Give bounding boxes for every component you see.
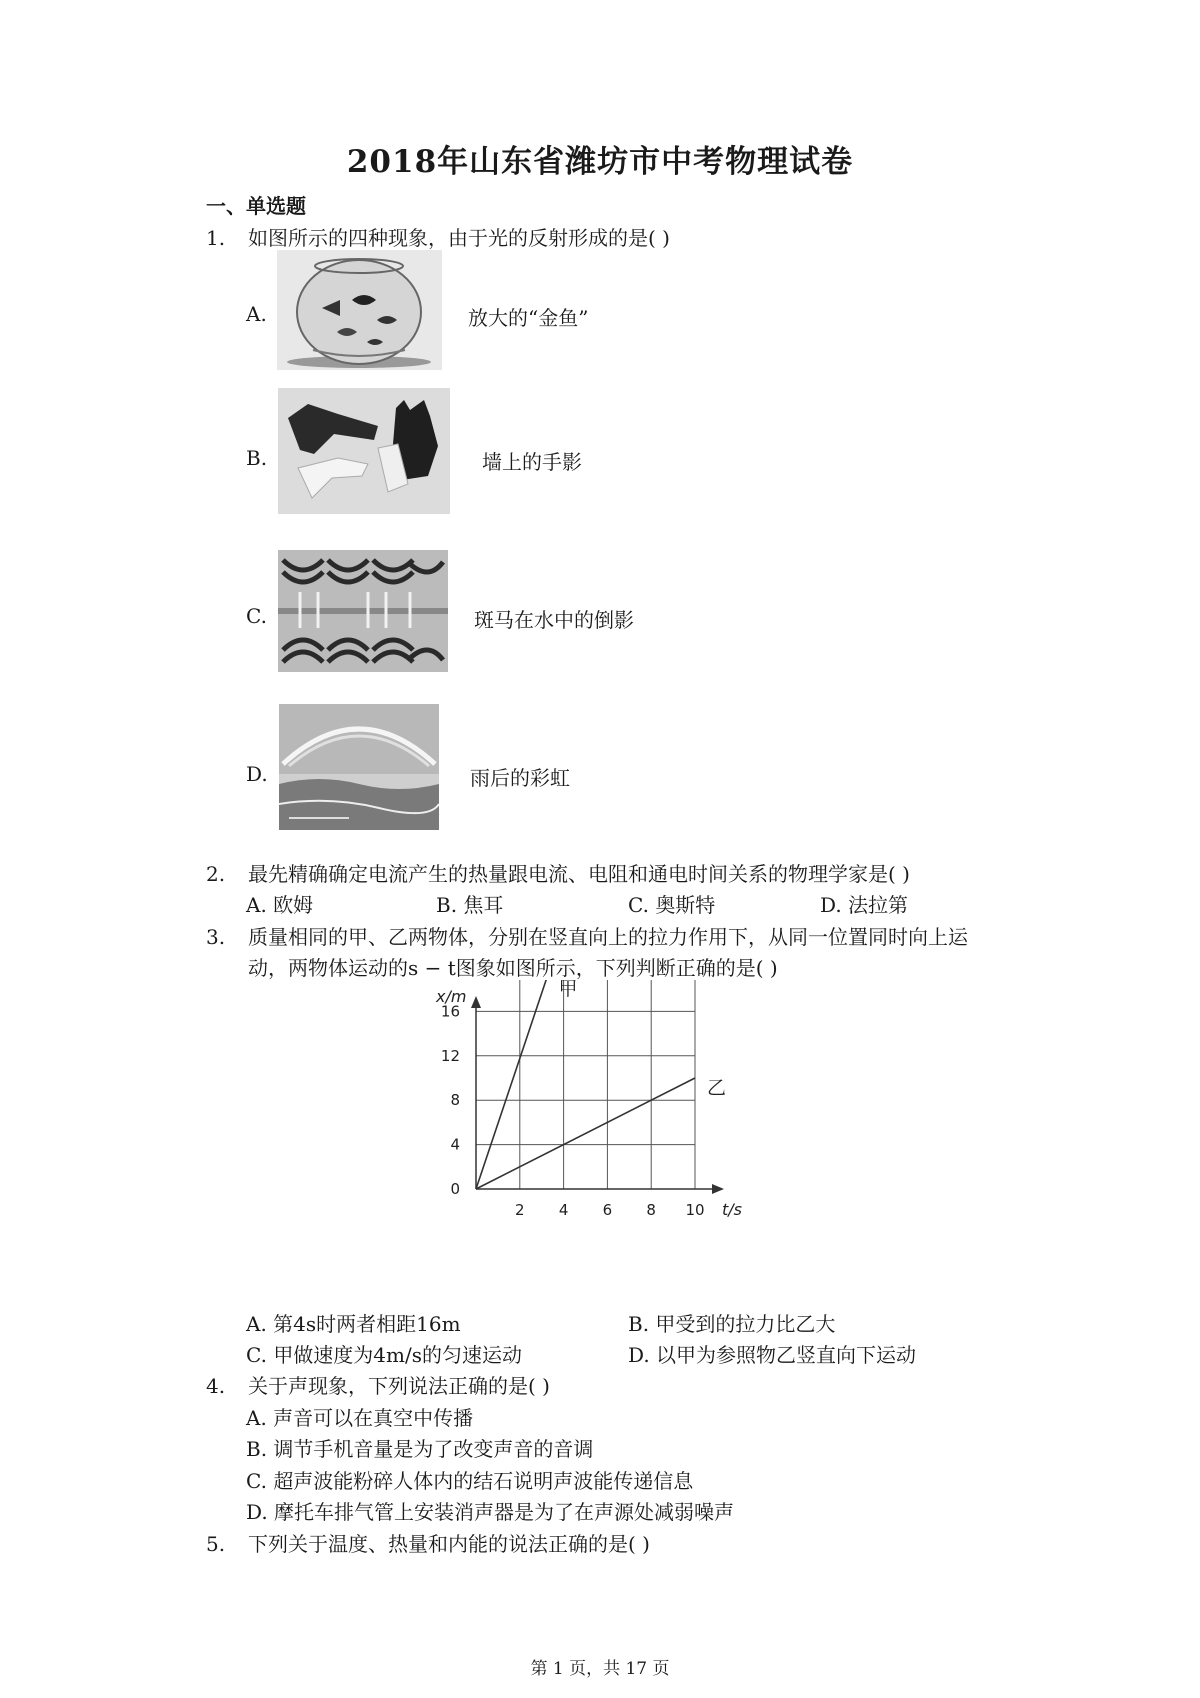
option-text: 以甲为参照物乙竖直向下运动: [656, 1343, 917, 1367]
question-number: 2.: [206, 862, 226, 886]
option-text: 法拉第: [848, 893, 909, 917]
question-text: 下列关于温度、热量和内能的说法正确的是( ): [248, 1532, 650, 1556]
y-tick-label: 16: [440, 1002, 460, 1021]
option-text: 声音可以在真空中传播: [273, 1406, 474, 1430]
x-tick-label: 4: [558, 1201, 569, 1219]
chart-svg: [430, 980, 770, 1290]
s-t-chart: [430, 980, 770, 1290]
option-a[interactable]: [246, 889, 313, 918]
option-text: 欧姆: [273, 893, 314, 917]
page-title: 2018年山东省潍坊市中考物理试卷: [346, 144, 854, 180]
option-b[interactable]: [246, 1433, 593, 1462]
question-text: 最先精确确定电流产生的热量跟电流、电阻和通电时间关系的物理学家是( ): [248, 862, 910, 886]
question-number: 3.: [206, 925, 226, 949]
question-number: 4.: [206, 1374, 226, 1398]
option-caption: 墙上的手影: [482, 450, 582, 474]
option-d[interactable]: [628, 1339, 916, 1368]
y-tick-label: 0: [450, 1180, 460, 1198]
option-text: 甲做速度为4m/s的匀速运动: [273, 1343, 523, 1367]
option-d[interactable]: [820, 889, 908, 918]
question-number: 5.: [206, 1532, 226, 1556]
option-letter: D.: [628, 1343, 650, 1367]
option-text: 第4s时两者相距16m: [273, 1312, 461, 1336]
y-axis-label: x/m: [436, 987, 467, 1006]
option-letter: C.: [628, 893, 649, 917]
option-letter: B.: [246, 446, 268, 470]
page-footer: 第 1 页，共 17 页: [530, 1659, 670, 1679]
option-letter: B.: [436, 893, 458, 917]
y-axis-arrow: [471, 996, 481, 1008]
y-tick-label: 4: [450, 1135, 460, 1154]
question-number: 1.: [206, 226, 226, 250]
x-tick-label: 6: [602, 1201, 613, 1219]
section-heading: 一、单选题: [206, 194, 306, 218]
question-text-line2: 动，两物体运动的s − t图象如图所示，下列判断正确的是( ): [248, 956, 778, 980]
question-text: 如图所示的四种现象，由于光的反射形成的是( ): [248, 226, 670, 250]
x-axis-label: t/s: [722, 1200, 742, 1219]
option-b[interactable]: [436, 889, 503, 918]
option-d[interactable]: [246, 1496, 734, 1525]
question-text-line1: 质量相同的甲、乙两物体，分别在竖直向上的拉力作用下，从同一位置同时向上运: [248, 925, 968, 949]
option-c[interactable]: [246, 1339, 522, 1368]
series-line-yi: [476, 1078, 695, 1189]
option-c[interactable]: [246, 1465, 693, 1494]
series-label: 乙: [707, 1077, 727, 1099]
option-letter: B.: [628, 1312, 650, 1336]
option-letter: B.: [246, 1437, 268, 1461]
option-letter: D.: [820, 893, 842, 917]
option-text: 超声波能粉碎人体内的结石说明声波能传递信息: [273, 1469, 694, 1493]
option-letter: A.: [246, 302, 267, 326]
option-letter: C.: [246, 604, 267, 628]
option-text: 焦耳: [463, 893, 504, 917]
x-axis-arrow: [712, 1184, 724, 1194]
zebra-reflection-image: [278, 550, 448, 672]
option-letter: A.: [246, 893, 267, 917]
option-letter: C.: [246, 1343, 267, 1367]
option-c[interactable]: [628, 889, 715, 918]
hand-shadow-image: [278, 388, 450, 514]
series-label: 甲: [558, 980, 578, 1000]
option-a[interactable]: [246, 1308, 461, 1337]
option-a[interactable]: [246, 1402, 473, 1431]
option-text: 摩托车排气管上安装消声器是为了在声源处减弱噪声: [274, 1500, 735, 1524]
option-letter: D.: [246, 1500, 268, 1524]
option-letter: A.: [246, 1406, 267, 1430]
y-tick-label: 8: [450, 1091, 460, 1110]
option-caption: 雨后的彩虹: [470, 766, 570, 790]
option-letter: D.: [246, 762, 268, 786]
x-tick-label: 10: [685, 1201, 705, 1219]
option-text: 调节手机音量是为了改变声音的音调: [273, 1437, 594, 1461]
option-letter: A.: [246, 1312, 267, 1336]
option-text: 奥斯特: [655, 893, 716, 917]
rainbow-image: [279, 704, 439, 830]
x-tick-label: 8: [646, 1201, 656, 1219]
x-tick-label: 2: [515, 1201, 525, 1219]
option-caption: 放大的“金鱼”: [468, 306, 589, 330]
option-b[interactable]: [628, 1308, 835, 1337]
option-letter: C.: [246, 1469, 267, 1493]
option-caption: 斑马在水中的倒影: [474, 608, 634, 632]
y-tick-label: 12: [440, 1046, 460, 1065]
question-text: 关于声现象，下列说法正确的是( ): [248, 1374, 550, 1398]
option-text: 甲受到的拉力比乙大: [655, 1312, 836, 1336]
goldfish-bowl-image: [277, 250, 442, 370]
